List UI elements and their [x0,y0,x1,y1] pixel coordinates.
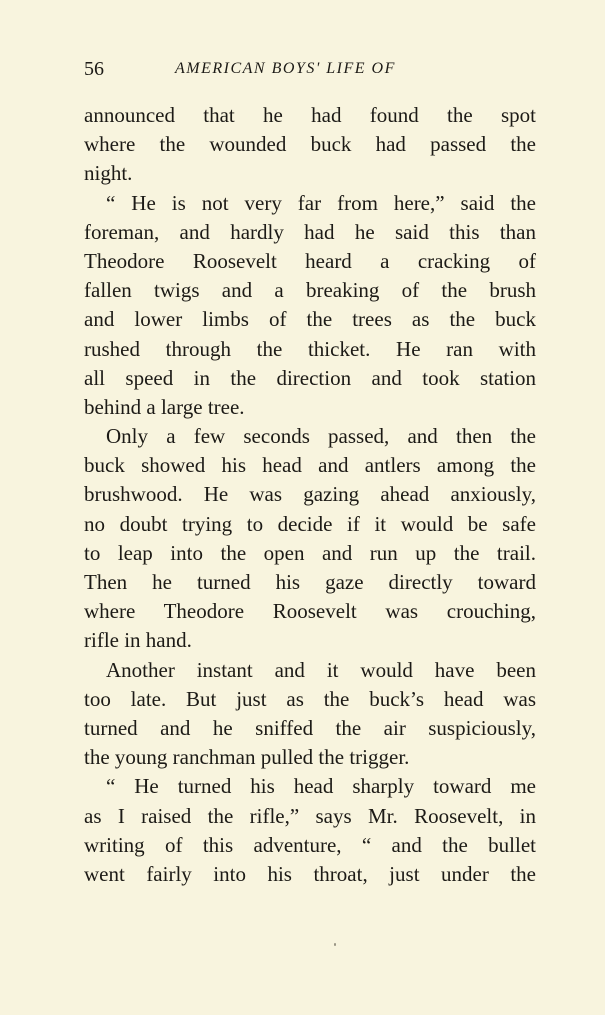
text-line: where Theodore Roosevelt was crouching, [84,599,536,624]
paragraph [84,656,536,773]
text-line: announced that he had found the spot [84,103,536,127]
text-line: foreman, and hardly had he said this than [84,219,536,244]
body-text [84,101,536,889]
paper-speck [334,943,336,946]
text-line: where the wounded buck had passed the [84,132,536,157]
text-line: all speed in the direction and took station [84,365,536,390]
text-line: “ He turned his head sharply toward me [106,774,536,799]
text-line: Theodore Roosevelt heard a cracking of [84,248,536,273]
text-line: rifle in hand. [84,628,192,653]
text-line: no doubt trying to decide if it would be safe [84,511,536,536]
text-line: rushed through the thicket. He ran with [84,336,536,361]
text-line: “ He is not very far from here,” said the [106,190,536,215]
text-line: fallen twigs and a breaking of the brush [84,278,536,303]
text-line: as I raised the rifle,” says Mr. Roosevelt, in [84,803,536,828]
text-line: turned and he sniffed the air suspiciously, [84,715,536,740]
text-line: and lower limbs of the trees as the buck [84,307,536,332]
running-title: AMERICAN BOYS' LIFE OF [175,60,396,77]
page-number: 56 [84,58,104,80]
text-line: brushwood. He was gazing ahead anxiously, [84,482,536,507]
text-line: the young ranchman pulled the trigger. [84,745,410,770]
text-line: too late. But just as the buck’s head was [84,686,536,711]
paragraph [84,101,536,189]
text-line: Only a few seconds passed, and then the [106,424,536,449]
text-line: Another instant and it would have been [106,657,536,682]
text-line: went fairly into his throat, just under the [84,861,536,886]
text-line: to leap into the open and run up the trail. [84,540,536,565]
paragraph [84,189,536,423]
paragraph [84,422,536,656]
text-line: writing of this adventure, “ and the bullet [84,832,536,857]
running-head [84,54,536,84]
text-line: buck showed his head and antlers among the [84,453,536,478]
paragraph [84,772,536,889]
text-line: Then he turned his gaze directly toward [84,570,536,594]
text-line: night. [84,161,133,186]
text-line: behind a large tree. [84,394,245,419]
